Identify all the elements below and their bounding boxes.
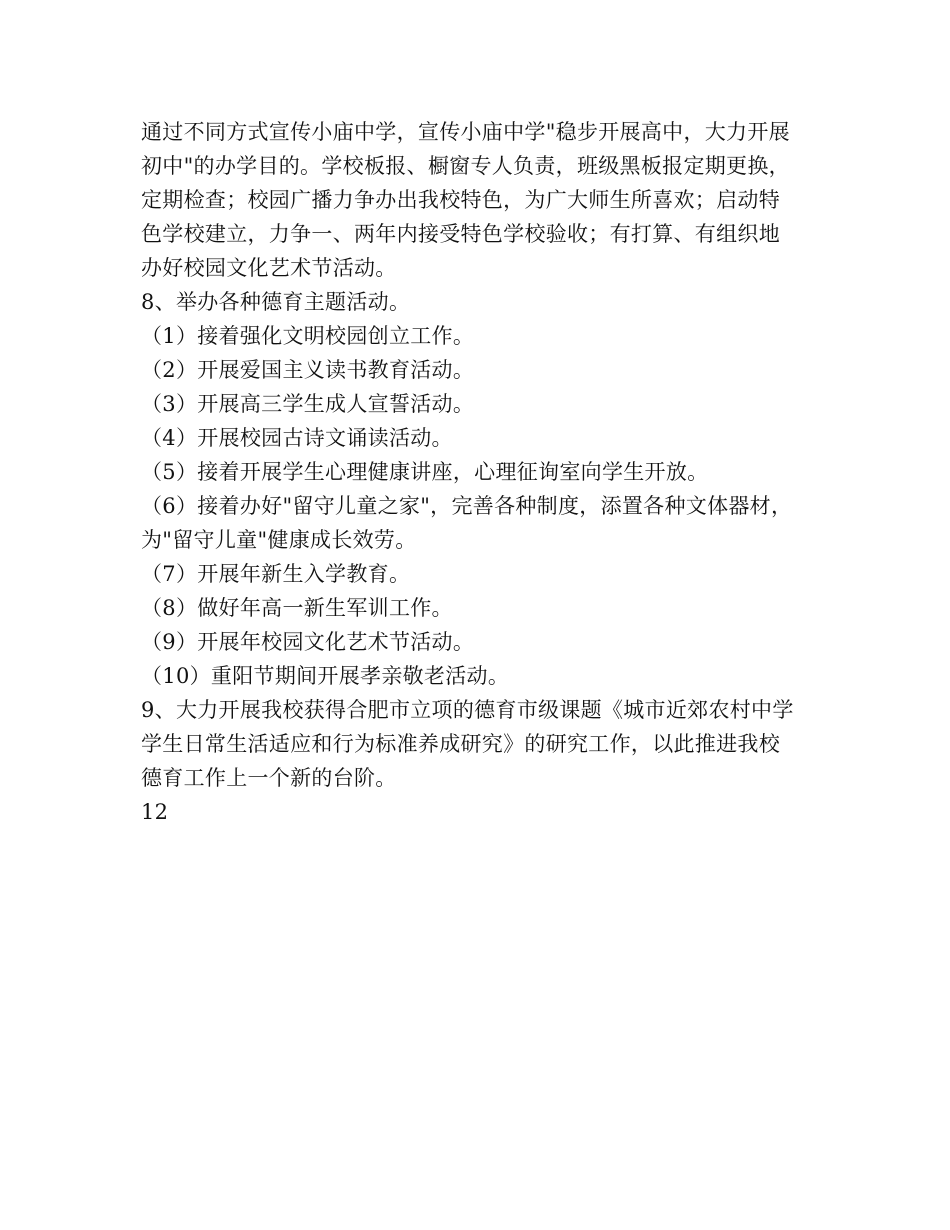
section-heading: 8、举办各种德育主题活动。 bbox=[141, 290, 411, 314]
list-item-continuation: 为"留守儿童"健康成长效劳。 bbox=[141, 528, 417, 552]
paragraph-line: 定期检查；校园广播力争办出我校特色，为广大师生所喜欢；启动特 bbox=[141, 188, 780, 212]
list-item: （6）接着办好"留守儿童之家"，完善各种制度，添置各种文体器材， bbox=[141, 494, 793, 518]
paragraph-line: 通过不同方式宣传小庙中学，宣传小庙中学"稳步开展高中，大力开展 bbox=[141, 120, 790, 144]
list-item: （5）接着开展学生心理健康讲座，心理征询室向学生开放。 bbox=[141, 460, 709, 484]
list-item: （2）开展爱国主义读书教育活动。 bbox=[141, 358, 475, 382]
list-item: （10）重阳节期间开展孝亲敬老活动。 bbox=[141, 664, 510, 688]
paragraph-line: 初中"的办学目的。学校板报、橱窗专人负责，班级黑板报定期更换， bbox=[141, 154, 790, 178]
paragraph-line: 德育工作上一个新的台阶。 bbox=[141, 766, 397, 790]
list-item: （3）开展高三学生成人宣誓活动。 bbox=[141, 392, 475, 416]
list-item: （1）接着强化文明校园创立工作。 bbox=[141, 324, 475, 348]
page-number: 12 bbox=[141, 800, 169, 824]
paragraph-line: 学生日常生活适应和行为标准养成研究》的研究工作，以此推进我校 bbox=[141, 732, 780, 756]
paragraph-line: 办好校园文化艺术节活动。 bbox=[141, 256, 397, 280]
document-page bbox=[141, 115, 821, 829]
paragraph-line: 色学校建立，力争一、两年内接受特色学校验收；有打算、有组织地 bbox=[141, 222, 780, 246]
section-heading: 9、大力开展我校获得合肥市立项的德育市级课题《城市近郊农村中学 bbox=[141, 698, 794, 722]
list-item: （9）开展年校园文化艺术节活动。 bbox=[141, 630, 475, 654]
list-item: （4）开展校园古诗文诵读活动。 bbox=[141, 426, 453, 450]
list-item: （8）做好年高一新生军训工作。 bbox=[141, 596, 453, 620]
list-item: （7）开展年新生入学教育。 bbox=[141, 562, 411, 586]
